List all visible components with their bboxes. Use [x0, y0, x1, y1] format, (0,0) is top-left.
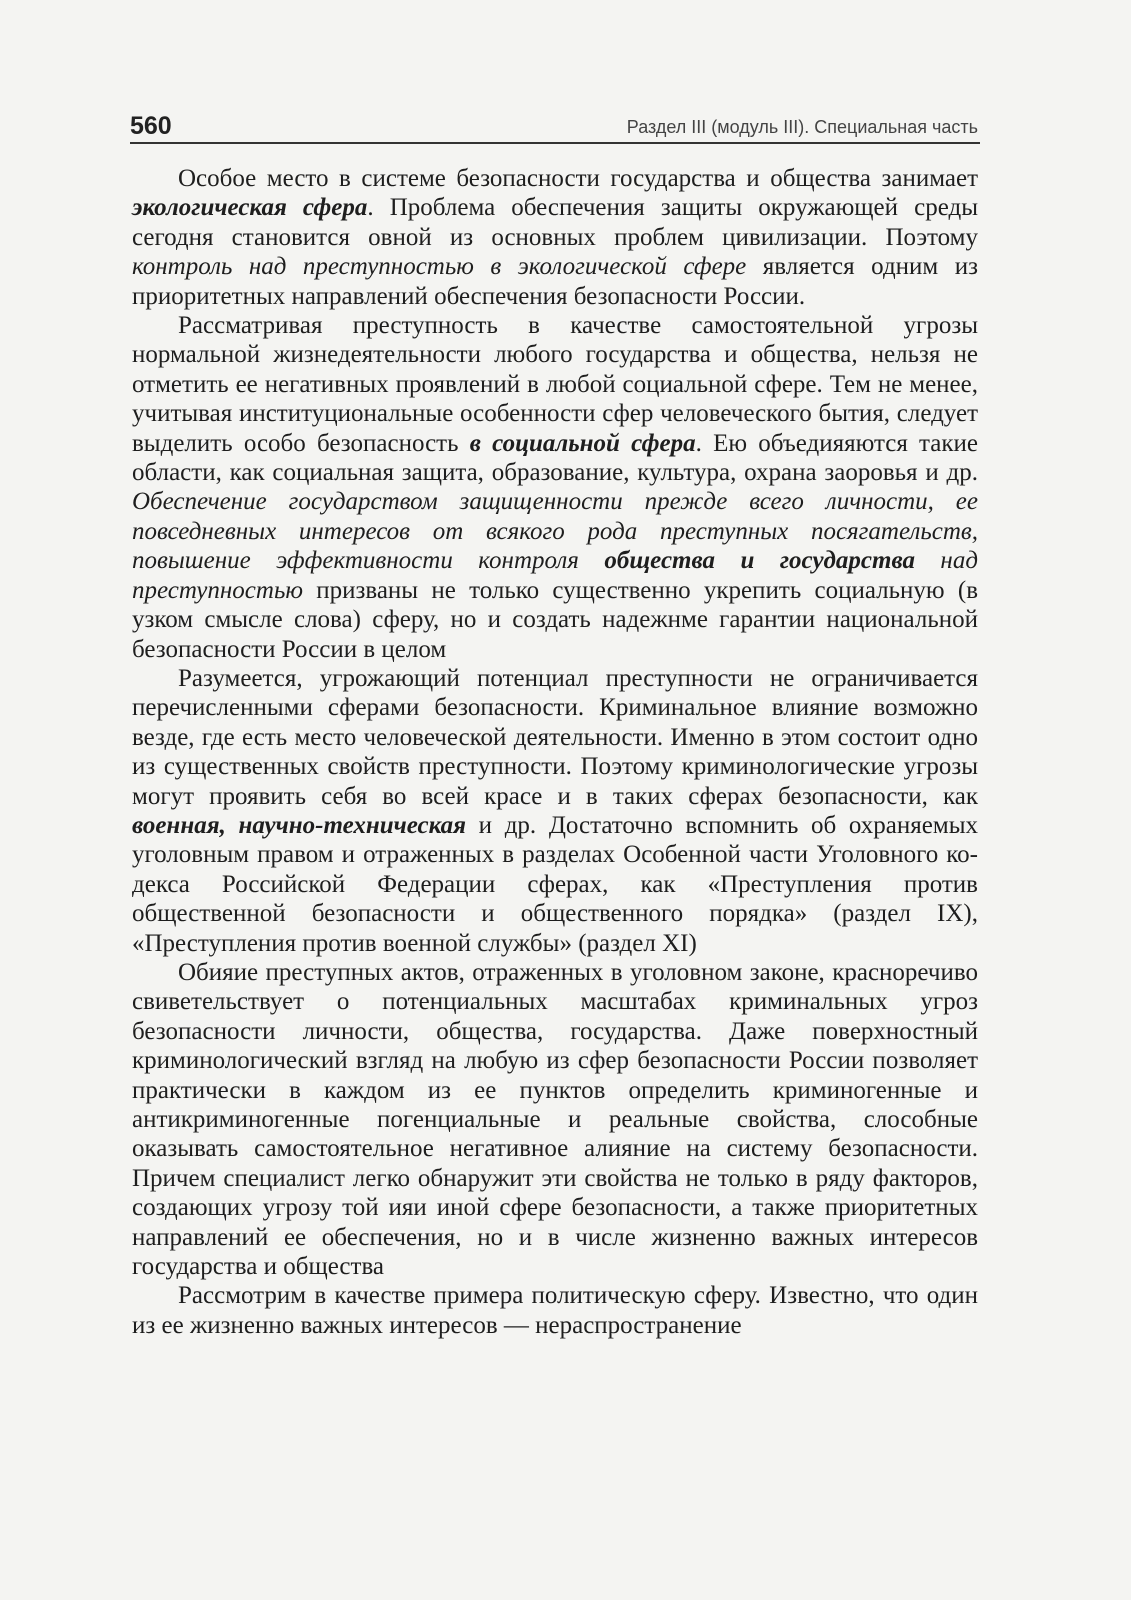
bold-italic-term: военная, научно-техническая: [132, 811, 467, 839]
page-number: 560: [130, 112, 172, 140]
paragraph: [132, 664, 978, 958]
text-run: Рассматривая преступность в качестве самостоятельной угрозы нормальной жизнедеятельности любого государства и общества, нельзя не отметить ее негативных проявлений в любой социальной сфере. Тем не менее, учитывая институциональные особенности сфер человеческого бытия, следует выделить особо безопасность: [132, 312, 978, 457]
text-run: и др. Достаточно вспомнить об охраняемых уголовным правом и отраженных в разделах Особенной части Уголовного кодекса Российской Федерации сферах, как «Преступления против общественной безопасности и общественного порядка» (раздел IX), «Преступления против военной службы» (раздел XI): [132, 811, 978, 957]
last-paragraph: [132, 1281, 978, 1340]
text-run: призваны не только существенно укрепить социальную (в узком смысле слова) сферу, но и создать надежнме гарантии национальной безопасности России в целом: [132, 576, 978, 663]
text-run: . Проблема обеспечения защиты окружающей среды сегодня становится овной из основных проблем цивилизации. Поэтому: [132, 194, 978, 251]
text-run: Обияие преступных актов, отраженных в уголовном законе, красноречиво свиветельствует о потенциальных масштабах криминальных угроз безопасности личности, общества, государства. Даже поверхностный криминологический взгляд на любую из сфер безопасности России позволяет практически в каждом из ее пунктов определить криминогенные и антикриминогенные погенциальные и реальные свойства, слособные оказывать самостоятельное негативное алияние на систему безопасности. Причем специалист легко обнаружит эти свойства не только в ряду факторов, создающих угрозу той ияи иной сфере безопасности, а также приоритетных направлений ее обеспечения, но и в числе жизненно важных интересов государства и общества: [132, 958, 978, 1281]
text-run: Рассмотрим в качестве примера политическую сферу. Известно, что один из ее жизненно важных интересов — нераспространение: [132, 1282, 978, 1339]
paragraph: [132, 311, 978, 664]
text-run: Разумеется, угрожающий потенциал преступности не ограничивается перечисленными сферами безопасности. Криминальное влияние возможно везде, где есть место человеческой деятельности. Именно в этом состоит одно из существенных свойств преступности. Поэтому криминологические угрозы могут проявить себя во всей красе и в таких сферах безопасности, как: [132, 664, 978, 810]
page-header: [130, 112, 980, 144]
text-run: . Ею объедияяются такие области, как социальная защита, образование, культура, охрана заоровья и др.: [132, 429, 978, 487]
text-run: Особое место в системе безопасности государства и общества занимает: [178, 165, 978, 192]
italic-phrase: контроль над преступностью в экологической сфере: [132, 253, 747, 281]
paragraph: [132, 164, 978, 311]
bold-italic-term: общества и государства: [604, 547, 915, 575]
bold-italic-term: в социальной сфера: [469, 429, 696, 457]
italic-phrase: над преступностью: [132, 547, 978, 604]
text-run: является одним из приоритетных направлений обеспечения безопасности России.: [132, 253, 978, 310]
italic-phrase: Обеспечение государством защищенности прежде всего личности, ее повседневных интересов от всякого рода преступных посягательств, повышение эффективности контроля: [132, 488, 978, 575]
bold-italic-term: экологическая сфера: [132, 194, 368, 222]
running-head: Раздел III (модуль III). Специальная часть: [626, 117, 978, 137]
body-text: [132, 164, 978, 1340]
paragraph: [132, 958, 978, 1281]
